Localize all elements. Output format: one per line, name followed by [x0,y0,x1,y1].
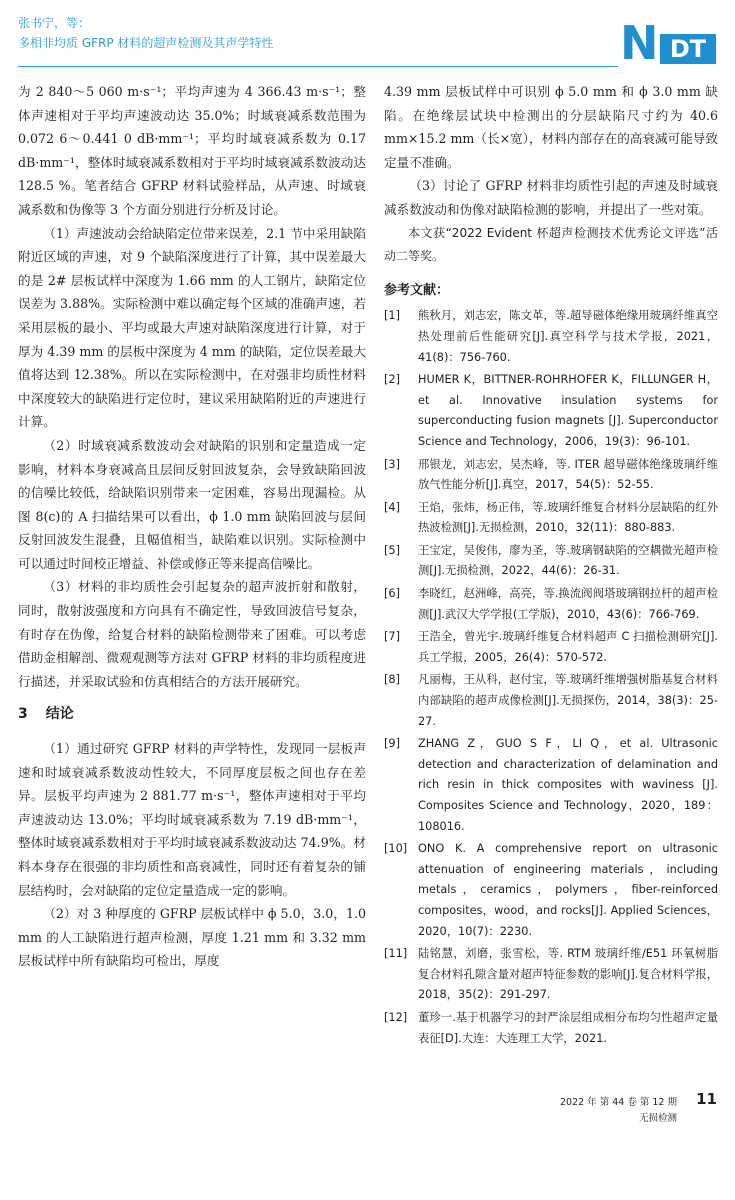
paragraph: （3）材料的非均质性会引起复杂的超声波折射和散射，同时，散射波强度和方向具有不确定性，导致回波信号复杂，有时存在伪像，给复合材料的缺陷检测带来了困难。可以考虑借助金相解剖、微观观测等方法对 GFRP 材料的非均质程度进行描述，并采取试验和仿真相结合的方法开展研究。 [18,579,366,689]
logo-letter-n: N [620,16,659,70]
reference-text: 熊秋月，刘志宏，陈文革，等.超导磁体绝缘用玻璃纤维真空热处理前后性能研究[J].真空科学与技术学报，2021，41(8)：756-760. [418,309,718,364]
reference-text: 王宝定，吴俊伟，廖为圣，等.玻璃钢缺陷的空耦微光超声检测[J].无损检测，2022，44(6)：26-31. [418,543,718,578]
reference-number: [5] [384,543,401,557]
reference-text: 王焰，张炜，杨正伟，等.玻璃纤维复合材料分层缺陷的红外热波检测[J].无损检测，2010，32(11)：880-883. [418,500,718,535]
running-head-title: 多相非均质 GFRP 材料的超声检测及其声学特性 [18,36,274,50]
running-head-authors: 张书宁，等： [18,16,91,30]
page-footer [517,1090,717,1140]
reference-item [384,944,718,1006]
paragraph: 为 2 840～5 060 m·s⁻¹；平均声速为 4 366.43 m·s⁻¹；整体声速相对于平均声速波动达 35.0%；时域衰减系数范围为 0.072 6～0.441 0 dB·mm⁻¹；平均时域衰减系数为 0.17 dB·mm⁻¹，整体时域衰减系数相对于平均时域衰减系数波动达 128.5 %。笔者结合 GFRP 材料试验样品，从声速、时域衰减系数和伪像等 3 个方面分别进行分析及讨论。 [18,84,366,217]
reference-number: [7] [384,630,401,644]
reference-item [384,541,718,582]
references-title: 参考文献： [384,282,450,298]
paragraph: （3）讨论了 GFRP 材料非均质性引起的声速及时域衰减系数波动和伪像对缺陷检测的影响，并提出了一些对策。 [384,178,718,217]
footer-issue: 2022 年 第 44 卷 第 12 期 [560,1097,677,1108]
left-column [18,80,366,973]
reference-text: ONO K. A comprehensive report on ultrasonic attenuation of engineering materials，including metals，ceramics，polymers，fiber-reinforced composites，wood，and rocks[J]. Applied Sciences，2020，10(7)：2230. [418,842,718,938]
reference-number: [10] [384,842,408,856]
reference-number: [9] [384,737,401,751]
paragraph: （1）通过研究 GFRP 材料的声学特性，发现同一层板声速和时域衰减系数波动性较大，不同厚度层板之间也存在差异。层板平均声速为 2 881.77 m·s⁻¹，整体声速相对于平均声速波动达 13.0%；平均时域衰减系数为 7.19 dB·mm⁻¹，整体时域衰减系数相对于平均时域衰减系数波动达 74.9%。材料本身存在很强的非均质性和高衰减性，同时还有着复杂的铺层结构时，会对缺陷的定位定量造成一定的影响。 [18,741,366,898]
footer-journal: 无损检测 [638,1113,677,1124]
journal-logo [618,16,718,70]
reference-text: 李晓红，赵洲峰，高亮，等.换流阀阀塔玻璃钢拉杆的超声检测[J].武汉大学学报(工学版)，2010，43(6)：766-769. [418,587,718,621]
reference-text: 陆铭慧，刘磨，张雪松，等. RTM 玻璃纤维/E51 环氧树脂复合材料孔隙含量对超声特征参数的影响[J].复合材料学报，2018，35(2)：291-297. [418,947,718,1002]
reference-number: [6] [384,587,401,601]
reference-item [384,306,718,368]
reference-text: HUMER K，BITTNER-ROHRHOFER K，FILLUNGER H，et al. Innovative insulation systems for superconducting fusion magnets [J]. Superconductor Science and Technology，2006，19(3)：96-101. [418,373,718,448]
section-number: 3 [18,706,28,723]
page-number: 11 [696,1090,717,1108]
reference-number: [4] [384,500,401,514]
reference-item [384,370,718,452]
reference-item [384,455,718,496]
reference-list [384,306,718,1049]
header-rule [18,66,618,67]
reference-text: 凡丽梅，王从科，赵付宝，等.玻璃纤维增强树脂基复合材料内部缺陷的超声成像检测[J].无损探伤，2014，38(3)：25-27. [418,673,718,728]
reference-item [384,1008,718,1049]
reference-number: [1] [384,309,401,323]
reference-item [384,584,718,625]
acknowledgement: 本文获“2022 Evident 杯超声检测技术优秀论文评选”活动二等奖。 [384,225,718,264]
reference-number: [2] [384,373,401,387]
reference-item [384,734,718,837]
reference-item [384,839,718,942]
reference-text: 邢银龙，刘志宏，吴杰峰，等. ITER 超导磁体绝缘玻璃纤维放气性能分析[J].真空，2017，54(5)：52-55. [418,457,718,492]
right-column [384,80,718,1051]
section-title: 结论 [45,706,74,723]
reference-text: 董珍一.基于机器学习的封严涂层组成相分布均匀性超声定量表征[D].大连：大连理工大学，2021. [418,1010,718,1045]
reference-item [384,670,718,732]
reference-item [384,627,718,668]
paragraph: 4.39 mm 层板试样中可识别 ϕ 5.0 mm 和 ϕ 3.0 mm 缺陷。在绝缘层试块中检测出的分层缺陷尺寸约为 40.6 mm×15.2 mm（长×宽），材料内部存在的高衰减可能导致定量不准确。 [384,84,718,170]
reference-number: [3] [384,457,401,471]
section-heading [18,703,366,727]
reference-number: [8] [384,673,401,687]
reference-text: ZHANG Z，GUO S F，LI Q，et al. Ultrasonic detection and characterization of delamination and rich resin in thick composites with waviness [J]. Composites Science and Technology，2020，189：108016. [418,737,718,833]
paragraph: （2）对 3 种厚度的 GFRP 层板试样中 ϕ 5.0，3.0，1.0 mm 的人工缺陷进行超声检测，厚度 1.21 mm 和 3.32 mm 层板试样中所有缺陷均可检出，厚度 [18,906,366,969]
paragraph: （1）声速波动会给缺陷定位带来误差，2.1 节中采用缺陷附近区域的声速，对 9 个缺陷深度进行了计算，其中误差最大的是 2# 层板试样中深度为 1.66 mm 的人工钢片，缺陷定位误差为 3.88%。实际检测中难以确定每个区域的准确声速，若采用层板的最小、平均或最大声速对缺陷深度进行计算，对于厚为 4.39 mm 的层板中深度为 4 mm 的缺陷，定位误差最大值将达到 12.38%。所以在实际检测中，在对强非均质性材料中深度较大的缺陷进行定位时，建议采用缺陷附近的声速进行计算。 [18,225,366,430]
logo-letters-dt: DT [660,34,716,64]
reference-number: [11] [384,947,408,961]
reference-item [384,498,718,539]
page-header [18,12,718,72]
reference-number: [12] [384,1010,408,1024]
reference-text: 王浩全，曾光宇.玻璃纤维复合材料超声 C 扫描检测研究[J].兵工学报，2005，26(4)：570-572. [418,630,718,664]
paragraph: （2）时域衰减系数波动会对缺陷的识别和定量造成一定影响，材料本身衰减高且层间反射回波复杂，会导致缺陷回波的信噪比较低，给缺陷识别带来一定困难，容易出现漏检。从图 8(c)的 A 扫描结果可以看出，ϕ 1.0 mm 缺陷回波与层间反射回波发生混叠，且幅值相当，缺陷难以识别。实际检测中可以通过时间校正增益、补偿或修正等来提高信噪比。 [18,437,366,571]
